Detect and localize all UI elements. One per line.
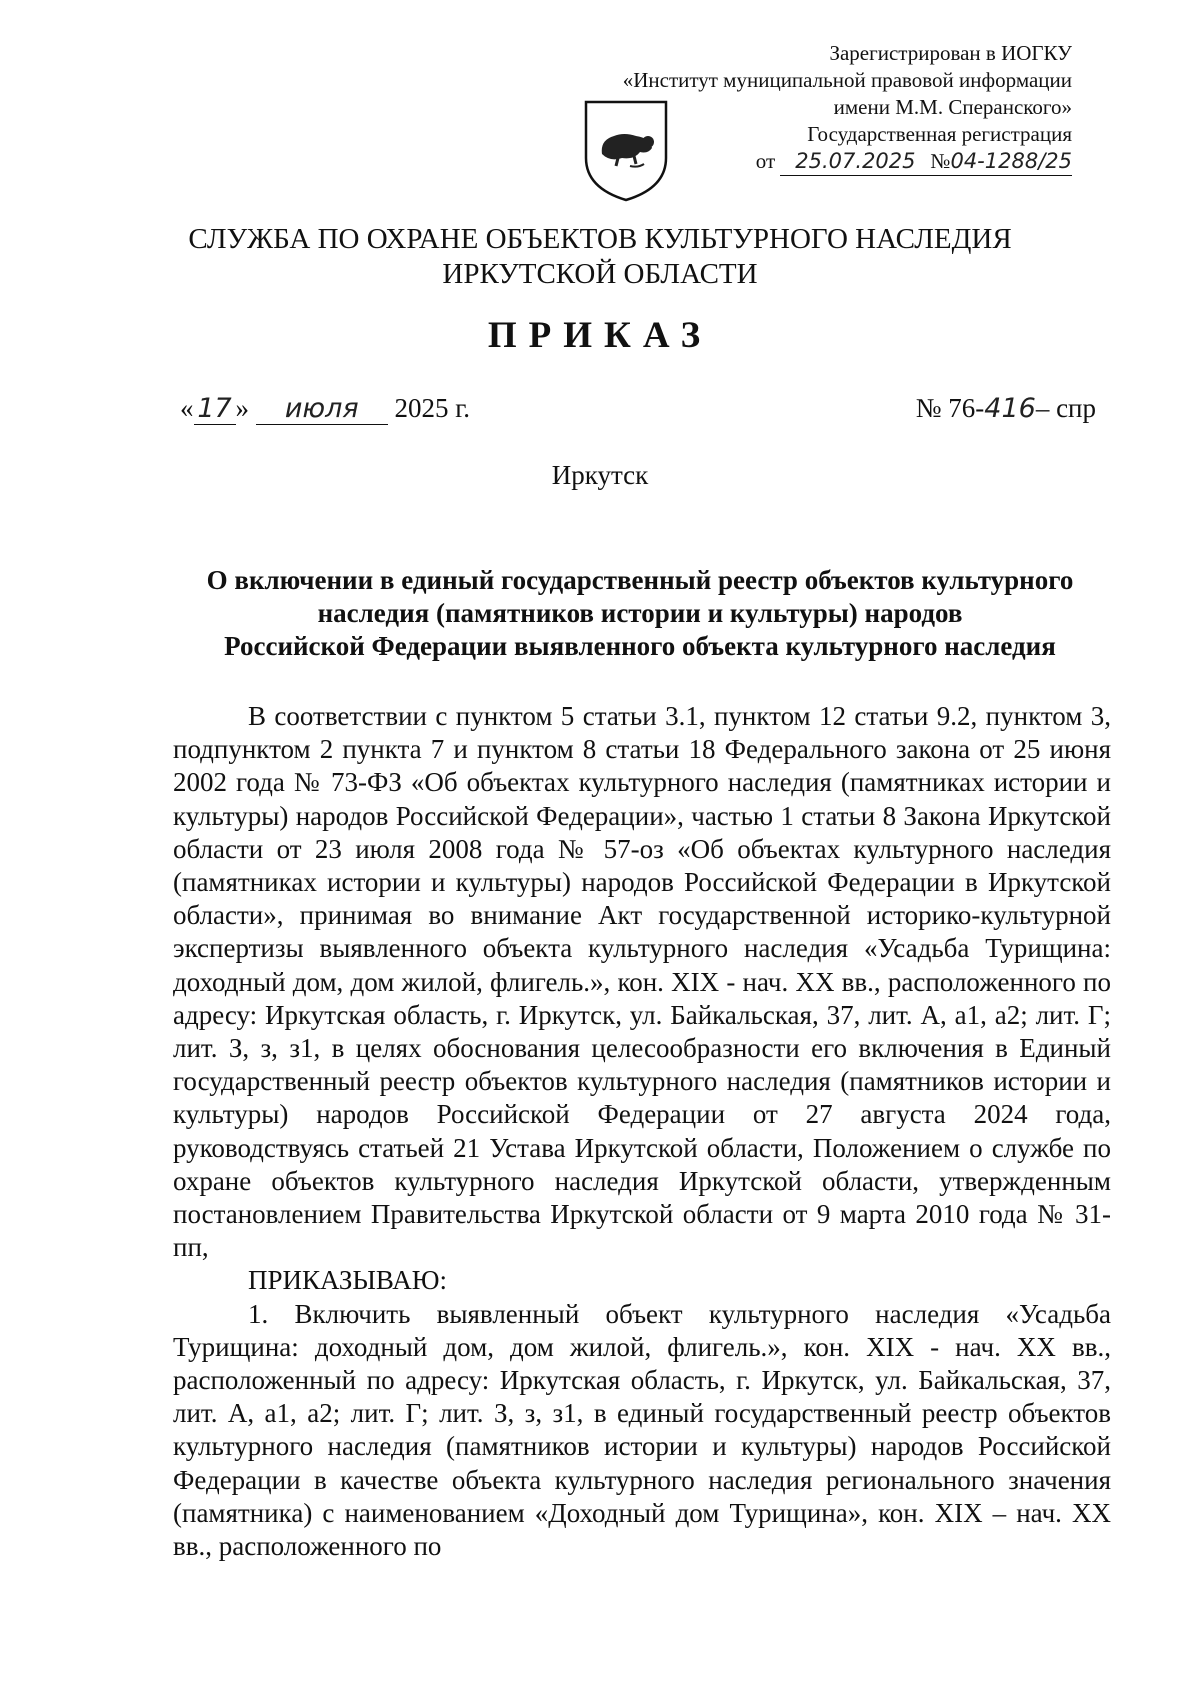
date-month: июля — [284, 393, 359, 424]
registration-date-line — [623, 148, 1072, 176]
order-number — [916, 393, 1096, 424]
heading-line-2: наследия (памятников истории и культуры) народов — [317, 598, 963, 628]
date-year: 2025 г. — [394, 393, 471, 423]
order-word: ПРИКАЗЫВАЮ: — [248, 1265, 447, 1296]
heading-line-1: О включении в единый государственный реестр объектов культурного — [206, 565, 1074, 595]
registration-date-prefix: от — [755, 149, 776, 173]
agency-line-2: ИРКУТСКОЙ ОБЛАСТИ — [442, 258, 758, 290]
date-day: 17 — [197, 393, 232, 424]
registration-line-4: Государственная регистрация — [807, 122, 1072, 146]
preamble-paragraph: В соответствии с пунктом 5 статьи 3.1, пунктом 12 статьи 9.2, пунктом 3, подпунктом 2 пункта 7 и пунктом 8 статьи 18 Федерального закона от 25 июня 2002 года № 73-ФЗ «Об объектах культурного наследия (памятниках истории и культуры) народов Российской Федерации», частью 1 статьи 8 Закона Иркутской области от 23 июля 2008 года № 57-оз «Об объектах культурного наследия (памятниках истории и культуры) народов Российской Федерации в Иркутской области», принимая во внимание Акт государственной историко-культурной экспертизы выявленного объекта культурного наследия «Усадьба Турищина: доходный дом, дом жилой, флигель.», кон. XIX - нач. XX вв., расположенного по адресу: Иркутская область, г. Иркутск, ул. Байкальская, 37, лит. А, а1, а2; лит. Г; лит. З, з, з1, в целях обоснования целесообразности его включения в Единый государственный реестр объектов культурного наследия (памятников истории и культуры) народов Российской Федерации от 27 августа 2024 года, руководствуясь статьей 21 Устава Иркутской области, Положением о службе по охране объектов культурного наследия Иркутской области, утвержденным постановлением Правительства Иркутской области от 9 марта 2010 года № 31-пп, — [173, 701, 1111, 1263]
irkutsk-crest-icon — [578, 96, 674, 204]
registration-date-value: 25.07.2025 — [795, 149, 916, 173]
number-value: 416 — [984, 393, 1036, 424]
agency-line-1: СЛУЖБА ПО ОХРАНЕ ОБЪЕКТОВ КУЛЬТУРНОГО НАСЛЕДИЯ — [188, 223, 1012, 255]
order-date — [180, 393, 470, 425]
order-heading — [168, 564, 1112, 663]
registration-line-3: имени М.М. Сперанского» — [833, 95, 1072, 119]
registration-number-prefix: № — [930, 149, 951, 173]
item-1-paragraph: 1. Включить выявленный объект культурного наследия «Усадьба Турищина: доходный дом, дом жилой, флигель.», кон. XIX - нач. XX вв., расположенный по адресу: Иркутская область, г. Иркутск, ул. Байкальская, 37, лит. А, а1, а2; лит. Г; лит. З, з, з1, в единый государственный реестр объектов культурного наследия (памятников истории и культуры) народов Российской Федерации в качестве объекта культурного наследия регионального значения (памятника) с наименованием «Доходный дом Турищина», кон. XIX – нач. XX вв., расположенного по — [173, 1298, 1111, 1562]
agency-name — [0, 222, 1200, 292]
registration-line-2: «Институт муниципальной правовой информации — [622, 68, 1072, 92]
order-body — [173, 700, 1111, 1563]
city: Иркутск — [551, 460, 649, 490]
heading-line-3: Российской Федерации выявленного объекта культурного наследия — [224, 631, 1056, 661]
number-suffix: – спр — [1035, 393, 1096, 423]
registration-line-1: Зарегистрирован в ИОГКУ — [829, 41, 1072, 65]
date-open-quote: « — [180, 393, 194, 423]
registration-block — [623, 40, 1072, 176]
date-close-quote: » — [235, 393, 249, 423]
number-prefix: № 76- — [915, 393, 985, 423]
registration-number-value: 04-1288/25 — [950, 149, 1072, 173]
document-title: ПРИКАЗ — [487, 315, 713, 356]
